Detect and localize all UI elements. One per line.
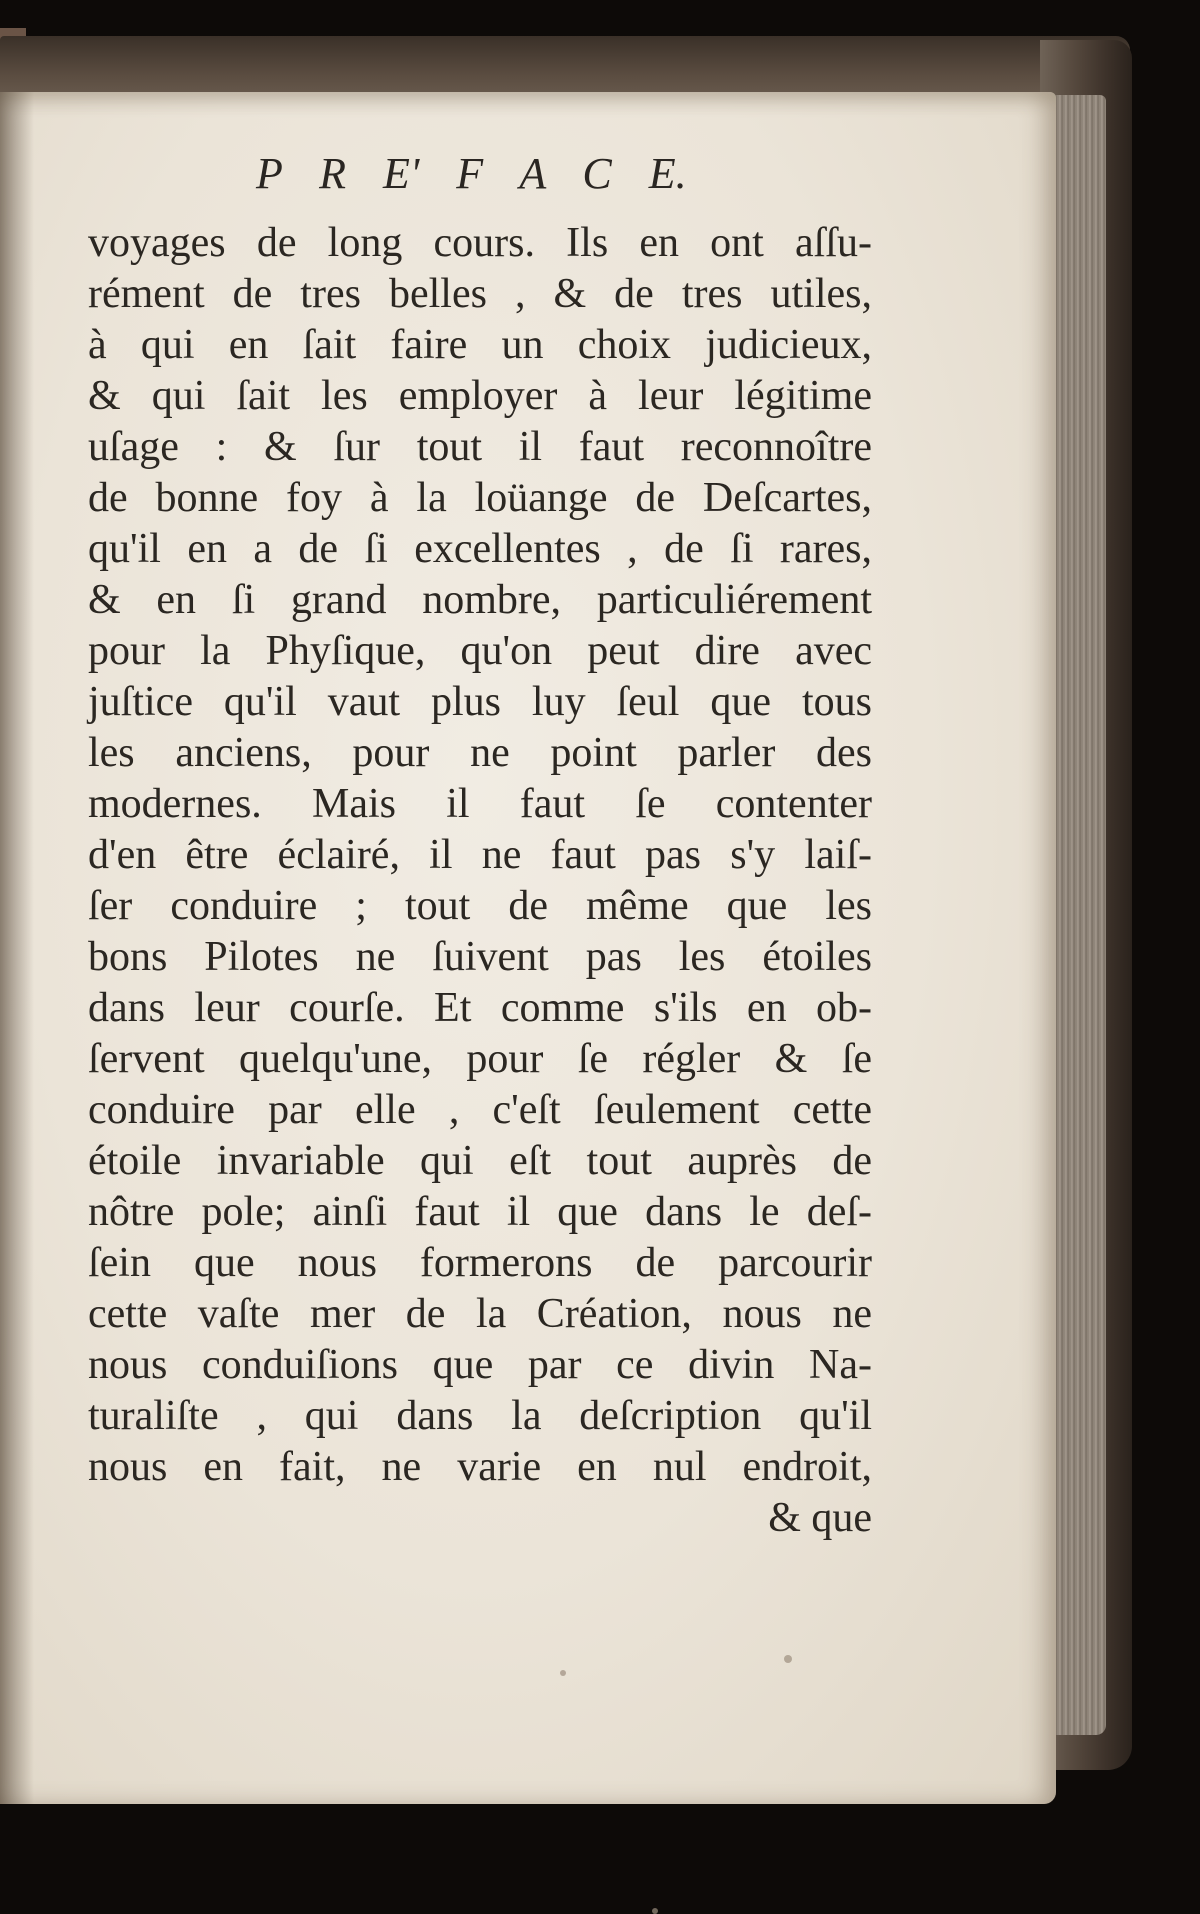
text-line: dans leur courſe. Et comme s'ils en ob-	[88, 985, 872, 1031]
text-line: étoile invariable qui eſt tout auprès de	[88, 1138, 872, 1184]
running-header: P R E' F A C E.	[256, 149, 687, 198]
text-line: & en ſi grand nombre, particuliérement	[88, 577, 872, 623]
text-line: rément de tres belles , & de tres utiles,	[88, 271, 872, 317]
text-line: les anciens, pour ne point parler des	[88, 730, 872, 776]
paper-speck	[560, 1670, 566, 1676]
text-line: & qui ſait les employer à leur légitime	[88, 373, 872, 419]
text-line: juſtice qu'il vaut plus luy ſeul que tous	[88, 679, 872, 725]
text-line: modernes. Mais il faut ſe contenter	[88, 781, 872, 827]
body-text	[88, 218, 872, 1544]
paper-speck	[784, 1655, 792, 1663]
paper-speck	[652, 1908, 658, 1914]
text-line: nôtre pole; ainſi faut il que dans le deſ-	[88, 1189, 872, 1235]
text-line: turaliſte , qui dans la deſcription qu'il	[88, 1393, 872, 1439]
text-line: cette vaſte mer de la Création, nous ne	[88, 1291, 872, 1337]
text-line: qu'il en a de ſi excellentes , de ſi rares,	[88, 526, 872, 572]
catchword: & que	[768, 1495, 872, 1541]
text-line: nous conduiſions que par ce divin Na-	[88, 1342, 872, 1388]
text-line: d'en être éclairé, il ne faut pas s'y laiſ-	[88, 832, 872, 878]
text-line: uſage : & ſur tout il faut reconnoître	[88, 424, 872, 470]
gutter-shadow	[0, 92, 34, 1804]
text-line: ſein que nous formerons de parcourir	[88, 1240, 872, 1286]
text-line: à qui en ſait faire un choix judicieux,	[88, 322, 872, 368]
text-line: bons Pilotes ne ſuivent pas les étoiles	[88, 934, 872, 980]
text-line: ſervent quelqu'une, pour ſe régler & ſe	[88, 1036, 872, 1082]
text-line: pour la Phyſique, qu'on peut dire avec	[88, 628, 872, 674]
text-line: voyages de long cours. Ils en ont aſſu-	[88, 220, 872, 266]
text-line: ſer conduire ; tout de même que les	[88, 883, 872, 929]
text-line: conduire par elle , c'eſt ſeulement cette	[88, 1087, 872, 1133]
text-line: de bonne foy à la loüange de Deſcartes,	[88, 475, 872, 521]
text-line: nous en fait, ne varie en nul endroit,	[88, 1444, 872, 1490]
